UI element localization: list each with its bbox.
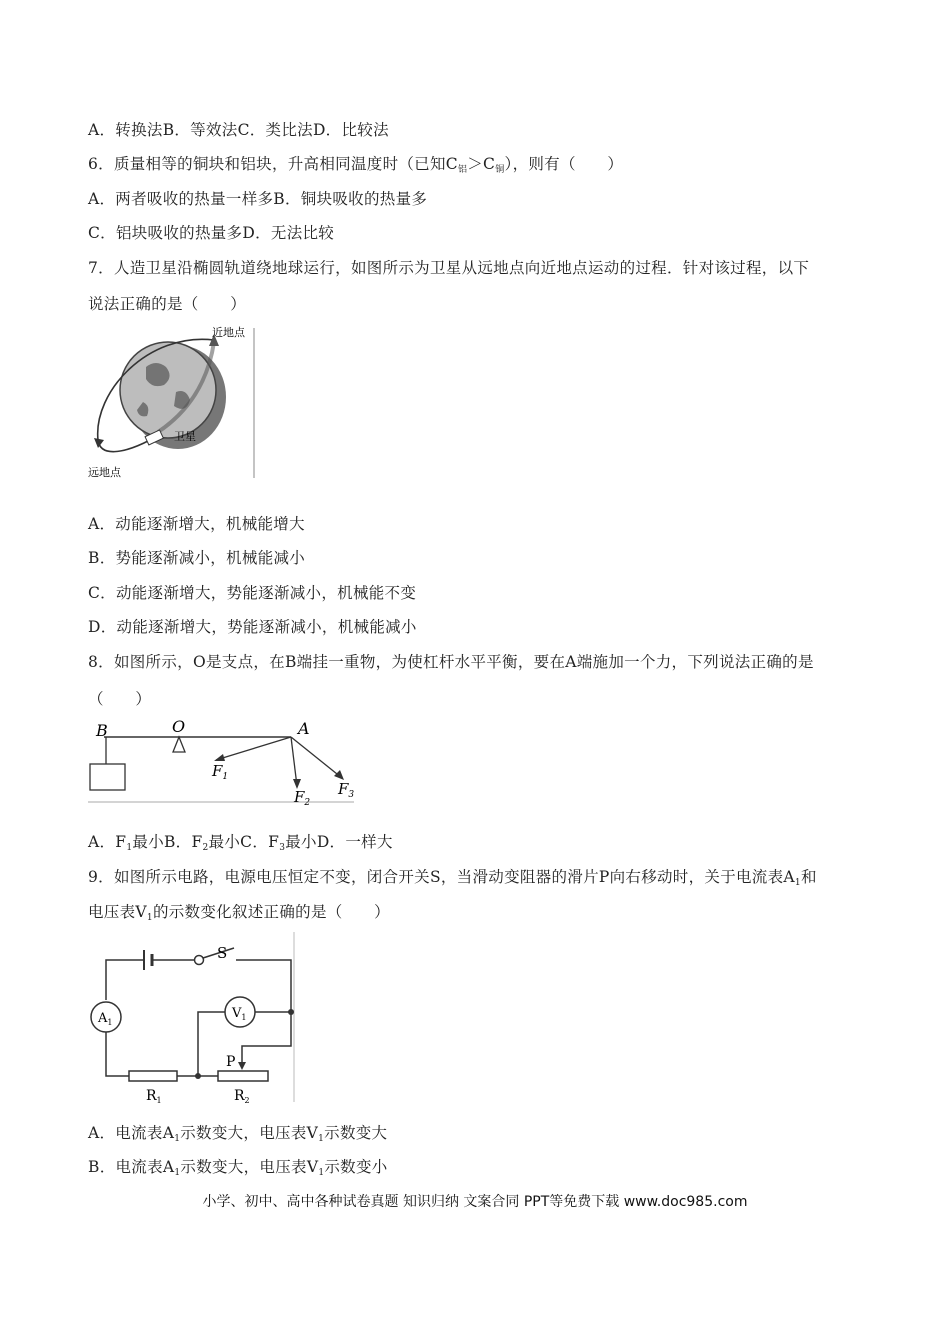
label-r1: $R_1$ [146,1088,162,1104]
label-s: S [217,944,228,962]
q9-option-a: A．电流表$A_1$示数变大，电压表$V_1$示数变大 [88,1124,388,1144]
force-f2-arrow [291,737,297,786]
q7-option-a: A．动能逐渐增大，机械能增大 [88,515,305,533]
slider-p [238,1062,246,1070]
q7-stem-line2: 说法正确的是（ ） [88,295,247,313]
label-f1: $F_1$ [212,762,229,782]
near-point-label: 近地点 [212,326,245,339]
far-point-label: 远地点 [88,466,121,479]
satellite-label: 卫星 [174,430,196,443]
resistor-r2 [218,1071,268,1081]
fulcrum [173,737,185,752]
label-a: A [298,719,310,738]
satellite-orbit-figure [88,322,258,480]
q8-stem-line1: 8．如图所示，O是支点，在B端挂一重物，为使杠杆水平平衡，要在A端施加一个力，下列说法正确的是 [88,653,814,671]
q6-stem: 6．质量相等的铜块和铝块，升高相同温度时（已知$C_铝>C_铜$），则有（ ） [88,155,624,175]
q7-option-c: C．动能逐渐增大，势能逐渐减小，机械能不变 [88,584,417,602]
label-b: B [96,721,108,740]
q7-option-d: D．动能逐渐增大，势能逐渐减小，机械能减小 [88,618,417,636]
q9-stem-line2: 电压表$V_1$的示数变化叙述正确的是（ ） [88,903,390,923]
q7-stem-line1: 7．人造卫星沿椭圆轨道绕地球运行，如图所示为卫星从远地点向近地点运动的过程．针对该过程，以下 [88,259,810,277]
heavy-object [90,764,125,790]
force-f1-arrow [216,737,291,760]
lever-figure [86,716,358,806]
label-v1: $V_1$ [232,1006,247,1022]
label-a1: $A_1$ [98,1011,113,1027]
switch-pivot [195,956,204,965]
page-footer: 小学、初中、高中各种试卷真题 知识归纳 文案合同 PPT等免费下载 www.doc985.com [202,1194,748,1210]
q8-stem-line2: （ ） [88,690,152,708]
label-p: P [226,1054,236,1070]
label-o: O [172,717,186,736]
q6-options-cd: C．铝块吸收的热量多D．无法比较 [88,224,335,242]
resistor-r1 [129,1071,177,1081]
label-f2: $F_2$ [294,788,311,806]
q7-option-b: B．势能逐渐减小，机械能减小 [88,549,306,567]
q8-options: A．$F_1$最小B．$F_2$最小C．$F_3$最小D．一样大 [88,833,393,853]
circuit-figure [86,932,296,1104]
q9-option-b: B．电流表$A_1$示数变大，电压表$V_1$示数变小 [88,1158,388,1178]
label-r2: $R_2$ [234,1088,250,1104]
label-f3: $F_3$ [338,780,355,800]
q6-options-ab: A．两者吸收的热量一样多B．铜块吸收的热量多 [88,190,428,208]
force-f3-arrow [291,737,342,778]
q5-options: A．转换法B．等效法C．类比法D．比较法 [88,121,389,139]
q9-stem-line1: 9．如图所示电路，电源电压恒定不变，闭合开关S，当滑动变阻器的滑片P向右移动时，关于电流表$A_1$和 [88,868,817,888]
